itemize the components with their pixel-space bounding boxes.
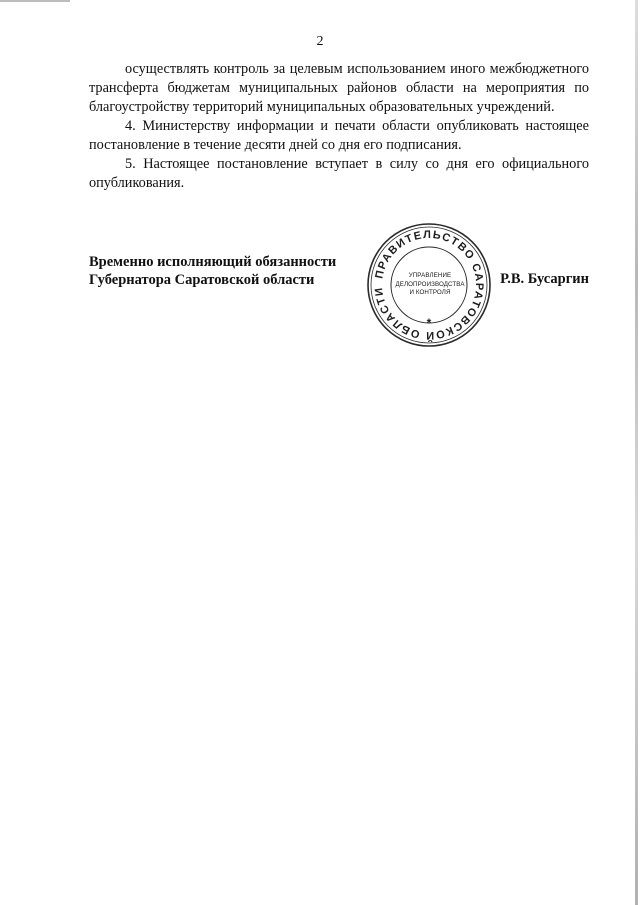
signatory-position-line1: Временно исполняющий обязанности bbox=[89, 254, 337, 270]
seal-inner-line2: ДЕЛОПРОИЗВОДСТВА bbox=[395, 280, 465, 288]
paragraph-control: осуществлять контроль за целевым использованием иного межбюджетного трансферта бюджетам муниципальных районов области на мероприятия по благоустройству территорий муниципальных образовательных учреждений. bbox=[89, 61, 589, 115]
page-number: 2 bbox=[316, 34, 324, 49]
scan-edge-top bbox=[0, 0, 70, 2]
body-text bbox=[89, 60, 589, 193]
seal-star: * bbox=[426, 316, 432, 330]
seal-ring-text: ПРАВИТЕЛЬСТВО САРАТОВСКОЙ ОБЛАСТИ bbox=[372, 228, 486, 342]
seal-inner-text bbox=[392, 272, 468, 298]
scan-edge-right bbox=[635, 0, 638, 905]
paragraph-4: 4. Министерству информации и печати области опубликовать настоящее постановление в течение десяти дней со дня его подписания. bbox=[89, 118, 589, 153]
seal-inner-line3: И КОНТРОЛЯ bbox=[409, 289, 451, 296]
signatory-name: Р.В. Бусаргин bbox=[500, 271, 589, 287]
paragraph-5: 5. Настоящее постановление вступает в силу со дня его официального опубликования. bbox=[89, 156, 589, 191]
seal-inner-line1: УПРАВЛЕНИЕ bbox=[408, 272, 452, 279]
signatory-position bbox=[89, 253, 359, 289]
signatory-position-line2: Губернатора Саратовской области bbox=[89, 272, 315, 288]
